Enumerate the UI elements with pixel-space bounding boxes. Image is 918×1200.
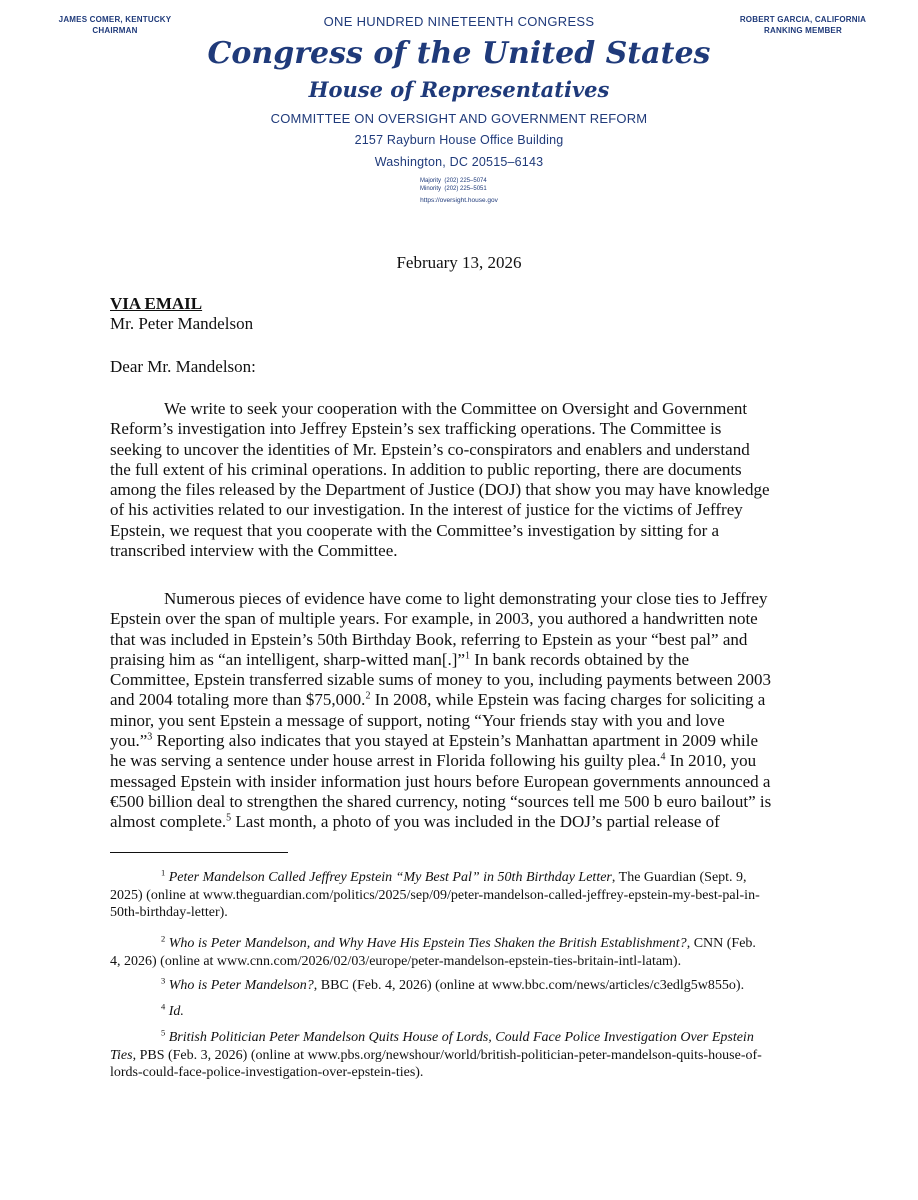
footnote-link[interactable]: 4, 2026) (online at www.cnn.com/2026/02/03/europe/peter-mandelson-epstein-ties-britain-intl-latam). bbox=[110, 953, 682, 969]
footnote-number: 5 bbox=[161, 1027, 166, 1038]
paragraph-text: Last month, a photo of you was included in the DOJ’s partial release of bbox=[231, 812, 720, 832]
footnote-title: Who is Peter Mandelson, and Why Have His Epstein Ties Shaken the British Establishment? bbox=[168, 936, 687, 951]
paragraph-line: seeking to uncover the identities of Mr. Epstein’s co-conspirators and enablers and understand bbox=[110, 439, 750, 459]
paragraph-text: he was serving a sentence under house arrest in Florida following his guilty plea. bbox=[110, 751, 661, 771]
ranking-member-name: ROBERT GARCIA, CALIFORNIA bbox=[739, 15, 867, 24]
paragraph-line bbox=[110, 690, 830, 710]
majority-phone-line bbox=[420, 177, 620, 185]
paragraph-line: messaged Epstein with insider information just hours before European governments announced a bbox=[110, 771, 771, 791]
paragraph-line bbox=[110, 731, 830, 751]
letter-date: February 13, 2026 bbox=[396, 253, 522, 272]
paragraph-text: In 2008, while Epstein was facing charges for soliciting a bbox=[370, 690, 766, 710]
paragraph-line: minor, you sent Epstein a message of support, noting “Your friends stay with you and love bbox=[110, 710, 725, 730]
minority-phone-line bbox=[420, 185, 620, 193]
congress-title: Congress of the United States bbox=[207, 36, 711, 71]
delivery-method: VIA EMAIL bbox=[110, 294, 203, 313]
paragraph-line bbox=[110, 812, 830, 832]
chairman-name: JAMES COMER, KENTUCKY bbox=[58, 15, 172, 24]
paragraph-line: Committee, Epstein transferred sizable sums of money to you, including payments between 2003 bbox=[110, 670, 771, 690]
footnote-source: , CNN (Feb. bbox=[686, 936, 756, 951]
paragraph-text: and 2004 totaling more than $75,000. bbox=[110, 690, 366, 710]
footnote-1 bbox=[110, 869, 830, 922]
paragraph-line: €500 billion deal to strengthen the shared currency, noting “sources tell me 500 b euro bailout” is bbox=[110, 791, 772, 811]
paragraph-line: transcribed interview with the Committee. bbox=[110, 541, 398, 561]
footnote-number: 2 bbox=[161, 933, 166, 944]
footnote-divider bbox=[110, 852, 288, 853]
footnote-number: 1 bbox=[161, 867, 166, 878]
footnote-source[interactable]: , PBS (Feb. 3, 2026) (online at www.pbs.org/newshour/world/british-politician-peter-mandelson-quits-house-of- bbox=[132, 1047, 762, 1063]
paragraph-line: the full extent of his criminal operations. In addition to public reporting, there are documents bbox=[110, 459, 742, 479]
ranking-member-title: RANKING MEMBER bbox=[764, 26, 842, 35]
footnote-ref-5[interactable]: 5 bbox=[226, 812, 232, 824]
paragraph-line bbox=[110, 751, 830, 771]
footnote-title: Id. bbox=[168, 1004, 184, 1019]
footnote-line bbox=[110, 1003, 830, 1021]
phone-numbers bbox=[420, 177, 620, 193]
paragraph-text: almost complete. bbox=[110, 812, 227, 832]
city-address: Washington, DC 20515–6143 bbox=[374, 155, 544, 169]
minority-phone: (202) 225–5051 bbox=[444, 186, 487, 192]
footnote-title: Peter Mandelson Called Jeffrey Epstein “My Best Pal” in 50th Birthday Letter bbox=[168, 870, 612, 885]
paragraph-line: Epstein over the span of multiple years. For example, in 2003, you authored a handwritten note bbox=[110, 609, 758, 629]
paragraph-line: Epstein, we request that you cooperate with the Committee’s investigation by sitting for a bbox=[110, 520, 720, 540]
majority-phone: (202) 225–5074 bbox=[444, 178, 487, 184]
paragraph-line bbox=[110, 650, 830, 670]
footnote-source[interactable]: , BBC (Feb. 4, 2026) (online at www.bbc.com/news/articles/c3edlg5w855o). bbox=[313, 978, 745, 993]
ranking-member-block bbox=[728, 14, 878, 36]
footnote-ref-3[interactable]: 3 bbox=[147, 731, 153, 743]
paragraph-line: that was included in Epstein’s 50th Birthday Book, referring to Epstein as your “best pal” and bbox=[110, 629, 748, 649]
house-title: House of Representatives bbox=[308, 77, 610, 102]
majority-label: Majority bbox=[420, 178, 442, 184]
footnote-2 bbox=[110, 935, 830, 970]
footnote-title: Who is Peter Mandelson? bbox=[168, 978, 314, 993]
paragraph-text: you.” bbox=[110, 731, 148, 751]
footnote-line bbox=[110, 1047, 830, 1065]
footnote-line bbox=[110, 935, 830, 953]
recipient-name: Mr. Peter Mandelson bbox=[110, 314, 254, 333]
footnote-number: 4 bbox=[161, 1001, 166, 1012]
committee-name: COMMITTEE ON OVERSIGHT AND GOVERNMENT REFORM bbox=[270, 111, 648, 126]
paragraph-line: of his activities related to our investigation. In the interest of justice for the victims of Jeffrey bbox=[110, 500, 743, 520]
footnote-line bbox=[110, 869, 830, 887]
footnote-link[interactable]: 2025) (online at www.theguardian.com/politics/2025/sep/09/peter-mandelson-called-jeffrey-epstein-my-best-pal-in- bbox=[110, 887, 760, 903]
paragraph-line: Numerous pieces of evidence have come to light demonstrating your close ties to Jeffrey bbox=[164, 589, 768, 608]
congress-number: ONE HUNDRED NINETEENTH CONGRESS bbox=[323, 14, 595, 29]
salutation: Dear Mr. Mandelson: bbox=[110, 357, 256, 376]
footnote-line bbox=[110, 1029, 830, 1047]
footnote-line bbox=[110, 977, 830, 995]
website-link[interactable]: https://oversight.house.gov bbox=[420, 197, 498, 204]
footnote-link[interactable]: lords-could-face-police-investigation-over-epstein-ties). bbox=[110, 1065, 424, 1080]
paragraph-1 bbox=[110, 399, 830, 561]
footnote-4 bbox=[110, 1003, 830, 1021]
footnote-3 bbox=[110, 977, 830, 995]
paragraph-text: Reporting also indicates that you stayed at Epstein’s Manhattan apartment in 2009 while bbox=[152, 731, 759, 751]
footnote-ref-2[interactable]: 2 bbox=[365, 690, 371, 702]
chairman-title: CHAIRMAN bbox=[92, 26, 138, 35]
footnote-title-cont: Ties bbox=[110, 1047, 133, 1063]
footnote-source: , The Guardian (Sept. 9, bbox=[611, 870, 747, 885]
paragraph-2 bbox=[110, 589, 830, 833]
paragraph-line: We write to seek your cooperation with the Committee on Oversight and Government bbox=[164, 399, 748, 418]
footnote-link[interactable]: 50th-birthday-letter). bbox=[110, 905, 228, 920]
footnote-5 bbox=[110, 1029, 830, 1082]
footnote-number: 3 bbox=[161, 975, 166, 986]
footnote-title: British Politician Peter Mandelson Quits House of Lords, Could Face Police Investigation Over Epstein bbox=[168, 1030, 754, 1045]
quote-text: praising him as “an intelligent, sharp-witted man[.]” bbox=[110, 649, 466, 669]
paragraph-line: among the files released by the Department of Justice (DOJ) that show you may have knowledge bbox=[110, 480, 770, 500]
paragraph-text: In 2010, you bbox=[665, 751, 757, 771]
paragraph-text: In bank records obtained by the bbox=[470, 649, 690, 669]
paragraph-line: Reform’s investigation into Jeffrey Epstein’s sex trafficking operations. The Committee is bbox=[110, 419, 722, 439]
minority-label: Minority bbox=[420, 186, 442, 192]
footnote-ref-1[interactable]: 1 bbox=[465, 650, 471, 662]
footnote-ref-4[interactable]: 4 bbox=[660, 751, 666, 763]
building-address: 2157 Rayburn House Office Building bbox=[354, 133, 564, 147]
